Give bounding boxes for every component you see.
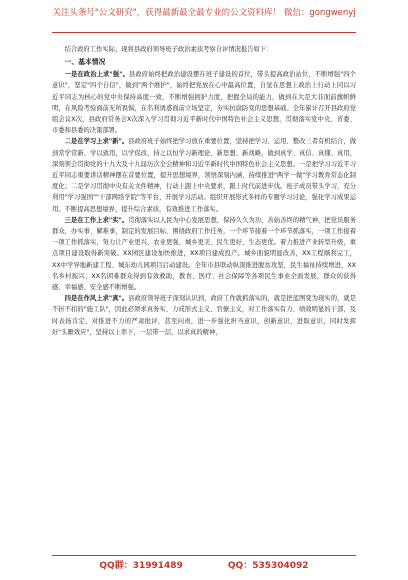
paragraph-text: 县政府班子始终把学习放在重要位置，坚持把学习、运用、整改三者有机结合，做到常学常新、学以致用，以学促改、持之以恒学习新理论、新思想、新战略，做到真学、真信、真懂、真用，深刻领会贯彻党的十九大及十九届历次全会精神和习近平新时代中国特色社会主义思想。一是把学习习近平习近平同志重要讲话精神摆在首要位置，提升思想境界，领悟深刻内涵，持续推进"两学一做"学习教育常态化制度化；二是学习贯彻中央有关文件精神，行动上跟上中央要求，跟上时代前进步伐。班子成员带头学习，充分利用"学习强国""干部网络学院"等平台，开展学习活动。组织开展形式多样的专题学习讨论，强化学习成果运用。不断提高思想境界，提升综合素质，有效推进工作落实。 (52, 138, 357, 213)
paragraph-text: 贯彻落实以人民为中心发展思想，保持久久为功、善始善终的精气神，把党员服务群众，办实事、解难事，制定的发展目标，围绕政府工作任务，一个环节接着一个环节抓落实，一项工作接着一项工作抓落实，努力让产业更兴、农业更强、城乡更美、民生更好、生态更优。着力推进产业转型升级，重点项目建设取得新突破。XX园区建设加快推进，XX项目建成投产。城乡面貌明显改善，XX工程顺利完工，XX中学异地新建工程、城东幼儿园项目启动建设。全年市县联动纵深推进脱贫攻坚，民生福祉持续增进，XX名乡村振兴、XX名困难群众得到有效救助，教育、医疗、社会保障等各项民生事业全面发展，群众的获得感、幸福感、安全感不断增强。 (52, 216, 357, 292)
paragraph-text: 县政府领导班子深刻认识到，政府工作就抓落实的，就是把蓝图变为现实的，就是不折不扣的"施工队"，因此必须求真务实、力戒形式主义、官僚主义，对工作落实有力、绩效明显的干部，及时表扬肯定，对推进不力的严肃批评，甚至问责，进一步强化担当意识、创新意识、进取意识，同时发挥好"头雁效应"，坚持以上率下，一层带一层，以求真的精神， (52, 295, 357, 336)
qq-group: QQ群：31991489 (99, 561, 183, 571)
header-divider (52, 32, 356, 33)
qq-contact: QQ：535304092 (227, 561, 309, 571)
paragraph-study (52, 136, 356, 214)
paragraph-lead: 三是在工作上求"实"。 (64, 216, 129, 224)
paragraph-text: 县政府始终把政治建设摆在班子建设的首位，带头提高政治站位，不断增强"四个意识"，坚定"四个自信"，做到"两个维护"，始终把党放在心中最高位置，自觉在思想上政治上行动上同以习近平同志为核心的党中央保持高度一致，不断增强拥护力度，把握全局的能力，做到在大是大非面前旗帜鲜明，在风险考验面前无所畏惧，在名利诱惑面前立场坚定，夯实抗腐防变的思想基础。全年累计召开县政府党组会议X次，县政府常务会X次深入学习贯彻习近平新时代中国特色社会主义思想，贯彻落实党中央、省委、市委和县委的决策部署。 (52, 71, 356, 135)
paragraph-lead: 一是在政治上求"强"。 (64, 71, 129, 79)
banner-text: 关注头条号"公文研究"，获得最新最全最专业的公文资料库！ 微信：gongwenyj (52, 8, 356, 18)
header-banner (0, 8, 408, 32)
section-heading: 一、基本情况 (64, 58, 106, 67)
document-body (52, 44, 356, 338)
intro-paragraph: 结合政府工作实际，现将县政府领导班子政治素质考察自评情况报告如下： (64, 46, 273, 53)
paragraph-politics (52, 69, 356, 136)
paragraph-lead: 四是在作风上求"真"。 (64, 295, 129, 303)
paragraph-style (52, 293, 356, 338)
paragraph-lead: 二是在学习上求"新"。 (64, 138, 129, 146)
footer (0, 553, 408, 572)
paragraph-work (52, 215, 356, 293)
